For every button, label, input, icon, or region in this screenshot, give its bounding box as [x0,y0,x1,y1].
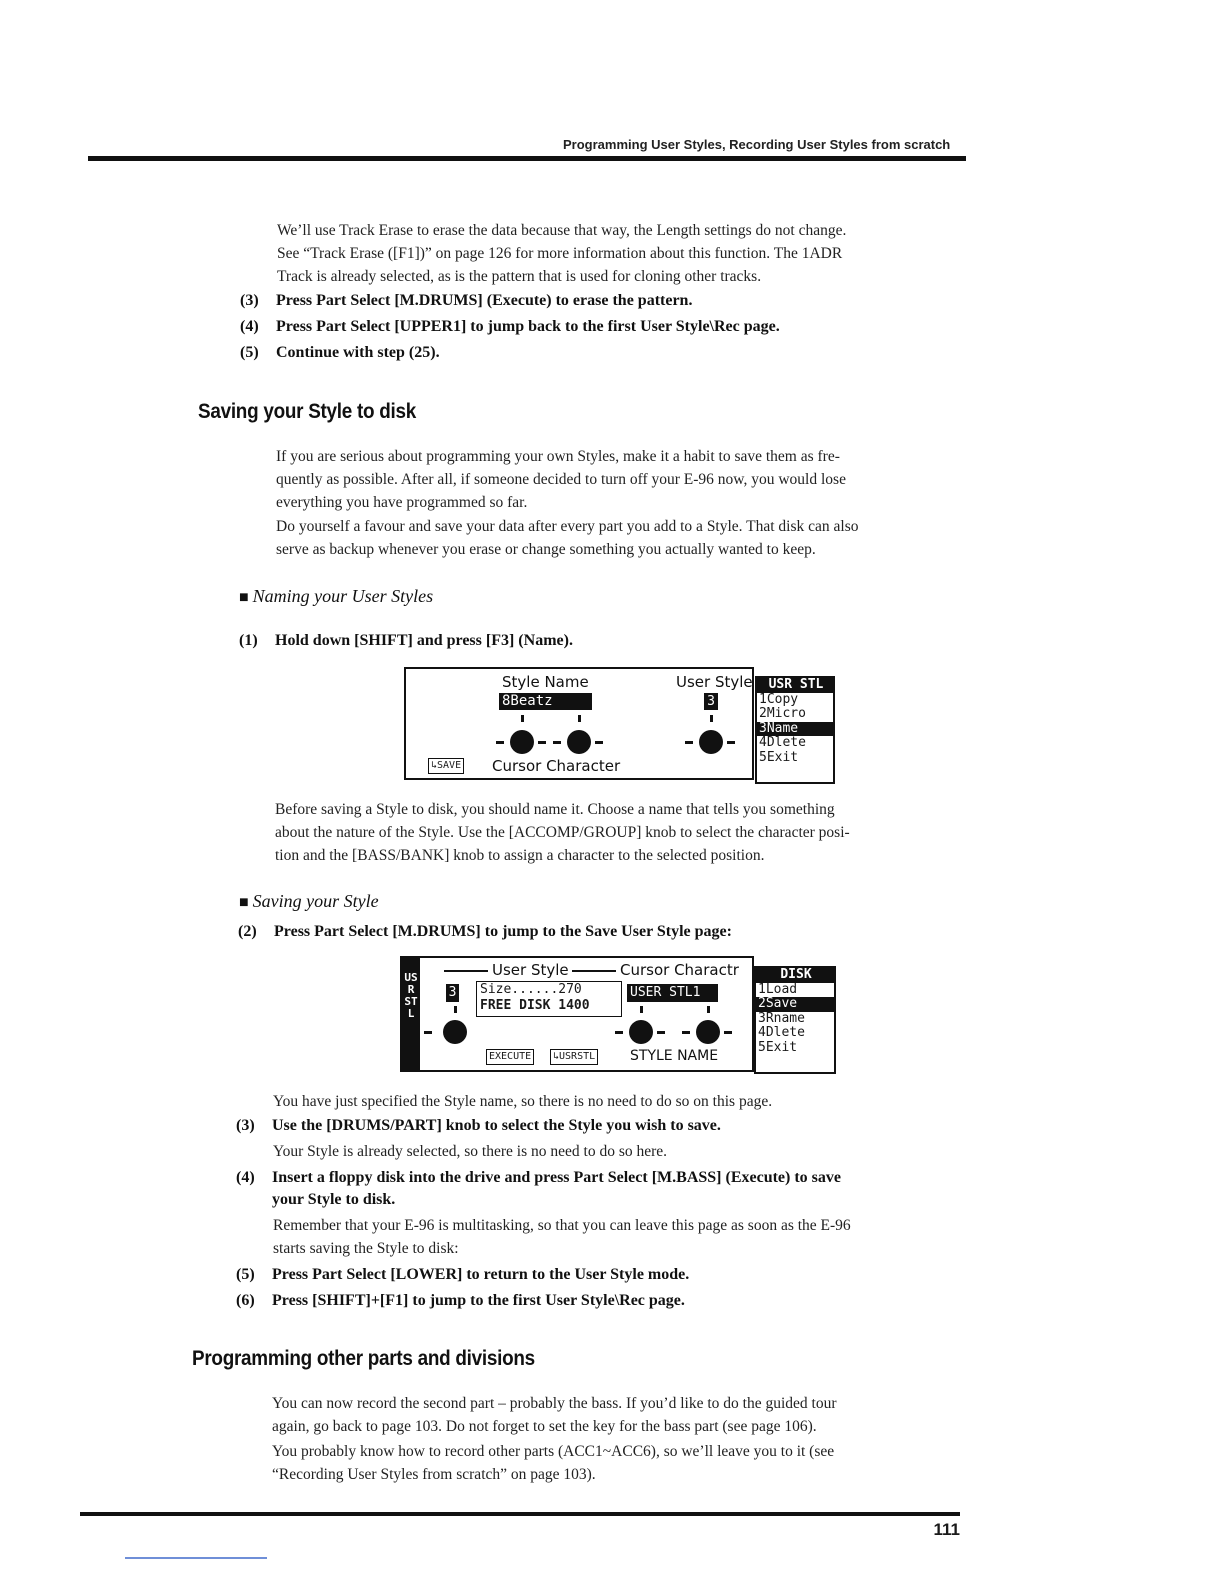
disk-menu [754,966,836,1074]
step-3-note: Your Style is already selected, so there is no need to do so here. [273,1143,668,1160]
bass-bank-knob-icon [567,730,591,754]
disk-info-box [476,981,622,1017]
knob-dash [496,741,504,744]
style-number-value: 3 [446,984,459,1002]
text-line: You can now record the second part – probably the bass. If you’d like to do the guided tour [272,1395,837,1412]
text-line: about the nature of the Style. Use the [ACCOMP/GROUP] knob to select the character posi- [275,824,850,841]
step-5-continue [240,341,440,365]
step-text: Press Part Select [M.DRUMS] to jump to the Save User Style page: [274,923,732,940]
knob-tick [521,715,524,722]
step-4-insert-disk [236,1166,841,1190]
step-text: Press [SHIFT]+[F1] to jump to the first User Style\Rec page. [272,1292,685,1309]
saving-paragraph-2 [276,515,976,561]
text-line: We’ll use Track Erase to erase the data because that way, the Length settings do not change. [277,222,847,239]
square-bullet-icon: ■ [239,589,249,606]
section-heading-saving: Saving your Style to disk [198,400,417,423]
text-line: tion and the [BASS/BANK] knob to assign a character to the selected position. [275,847,765,864]
menu-item-rename: 3Rname [758,1010,805,1026]
step-number: (2) [238,923,257,940]
step-number: (1) [239,632,258,649]
knob-dash [682,1031,690,1034]
menu-item-micro: 2Micro [759,706,806,721]
naming-paragraph [275,798,975,867]
knob-dash [685,741,693,744]
saving-paragraph-1 [276,445,976,514]
menu-item-load: 1Load [758,981,798,997]
knob-dash [424,1031,432,1034]
step-4-continuation: your Style to disk. [272,1191,396,1208]
step-number: (3) [236,1117,255,1134]
text-line: Do yourself a favour and save your data after every part you add to a Style. That disk can also [276,518,859,535]
page-number: 111 [933,1520,960,1539]
text-line: Before saving a Style to disk, you should name it. Choose a name that tells you something [275,801,835,818]
usr-stl-side-tab: USR STL [402,958,420,1070]
step-number: (4) [236,1169,255,1186]
accomp-group-knob-icon [510,730,534,754]
menu-title: USR STL [757,678,833,693]
menu-item-exit: 5Exit [759,749,799,765]
text-line: If you are serious about programming your own Styles, make it a habit to save them as fre- [276,448,840,465]
knob-dash [595,741,603,744]
step-3-select [236,1114,721,1138]
subheading-naming [239,586,433,607]
other-paragraph-1 [272,1392,972,1438]
style-name-value: 8Beatz [499,693,592,710]
subheading-text: Saving your Style [252,891,379,911]
free-disk-readout: FREE DISK 1400 [480,998,590,1013]
other-paragraph-2 [272,1440,972,1486]
subheading-text: Naming your User Styles [252,586,434,606]
lcd-name-screen [404,667,754,780]
save-note: You have just specified the Style name, so there is no need to do so on this page. [273,1093,773,1110]
text-line: Track is already selected, as is the pattern that is used for cloning other tracks. [277,268,762,285]
square-bullet-icon: ■ [239,894,249,911]
step-text: Use the [DRUMS/PART] knob to select the Style you wish to save. [272,1117,721,1134]
menu-item-copy: 1Copy [759,691,799,707]
text-line: You probably know how to record other parts (ACC1~ACC6), so we’ll leave you to it (see [272,1443,835,1460]
bottom-blue-line [125,1557,267,1559]
text-line: everything you have programmed so far. [276,494,528,511]
menu-item-save: 2Save [756,997,834,1012]
knob-dash [553,741,561,744]
running-header: Programming User Styles, Recording User Styles from scratch [563,137,951,152]
menu-item-delete: 4Dlete [759,735,806,750]
user-style-value: 3 [704,693,718,710]
step-text: Press Part Select [UPPER1] to jump back to the first User Style\Rec page. [276,318,780,335]
knob-dash [724,1031,732,1034]
size-readout: Size......270 [480,982,582,997]
step-number: (3) [240,292,259,309]
step-4-note [273,1214,973,1260]
step-2-save-page [238,920,732,944]
lcd-save-screen [400,956,754,1072]
drums-part-knob-icon [443,1020,467,1044]
user-style-label: User Style [676,673,753,691]
step-text: Continue with step (25). [276,344,440,361]
execute-soft-button: EXECUTE [486,1049,534,1065]
style-name-label: Style Name [502,673,589,691]
drums-part-knob-icon [699,730,723,754]
header-rule [88,156,966,161]
step-text: Hold down [SHIFT] and press [F3] (Name). [275,632,573,649]
step-number: (5) [236,1266,255,1283]
step-number: (4) [240,318,259,335]
step-text: Press Part Select [M.DRUMS] (Execute) to erase the pattern. [276,292,693,309]
text-line: starts saving the Style to disk: [273,1240,459,1257]
bass-bank-knob-icon [696,1020,720,1044]
knob-tick [454,1006,457,1013]
step-1-name [239,629,573,653]
knob-tick [707,1006,710,1013]
footer-rule [80,1512,960,1516]
accomp-group-knob-icon [629,1020,653,1044]
knob-dash [538,741,546,744]
label-line [572,970,616,972]
step-5-return [236,1263,689,1287]
text-line: quently as possible. After all, if someone decided to turn off your E-96 now, you would lose [276,471,846,488]
step-4-jump [240,315,780,339]
knob-dash [727,741,735,744]
knob-tick [640,1006,643,1013]
step-number: (6) [236,1292,255,1309]
cursor-character-label: Cursor Charactr [620,961,739,979]
step-text: Press Part Select [LOWER] to return to the User Style mode. [272,1266,690,1283]
menu-item-name: 3Name [757,722,833,737]
label-line [444,970,488,972]
cursor-character-label: Cursor Character [492,757,621,775]
step-number: (5) [240,344,259,361]
knob-tick [578,715,581,722]
usrstl-soft-button: ↳USRSTL [550,1049,598,1065]
step-text: Insert a floppy disk into the drive and press Part Select [M.BASS] (Execute) to save [272,1169,842,1186]
text-line: again, go back to page 103. Do not forget to set the key for the bass part (see page 106). [272,1418,817,1435]
subheading-saving-style [239,891,379,912]
menu-item-delete: 4Dlete [758,1025,805,1040]
knob-tick [710,715,713,722]
style-name-value: USER STL1 [627,984,718,1002]
save-soft-button: ↳SAVE [428,758,464,774]
user-style-label: User Style [492,961,569,979]
menu-title: DISK [756,968,834,983]
usr-stl-menu [755,676,835,784]
menu-item-exit: 5Exit [758,1039,798,1055]
step-3-erase [240,289,692,313]
intro-paragraph [277,219,977,288]
section-heading-other-parts: Programming other parts and divisions [192,1347,535,1370]
knob-dash [615,1031,623,1034]
text-line: “Recording User Styles from scratch” on page 103). [272,1466,596,1483]
style-name-label: STYLE NAME [630,1048,719,1064]
text-line: See “Track Erase ([F1])” on page 126 for more information about this function. The 1ADR [277,245,843,262]
knob-dash [657,1031,665,1034]
step-6-jump [236,1289,685,1313]
text-line: serve as backup whenever you erase or change something you actually wanted to keep. [276,541,816,558]
text-line: Remember that your E-96 is multitasking, so that you can leave this page as soon as the E-96 [273,1217,851,1234]
